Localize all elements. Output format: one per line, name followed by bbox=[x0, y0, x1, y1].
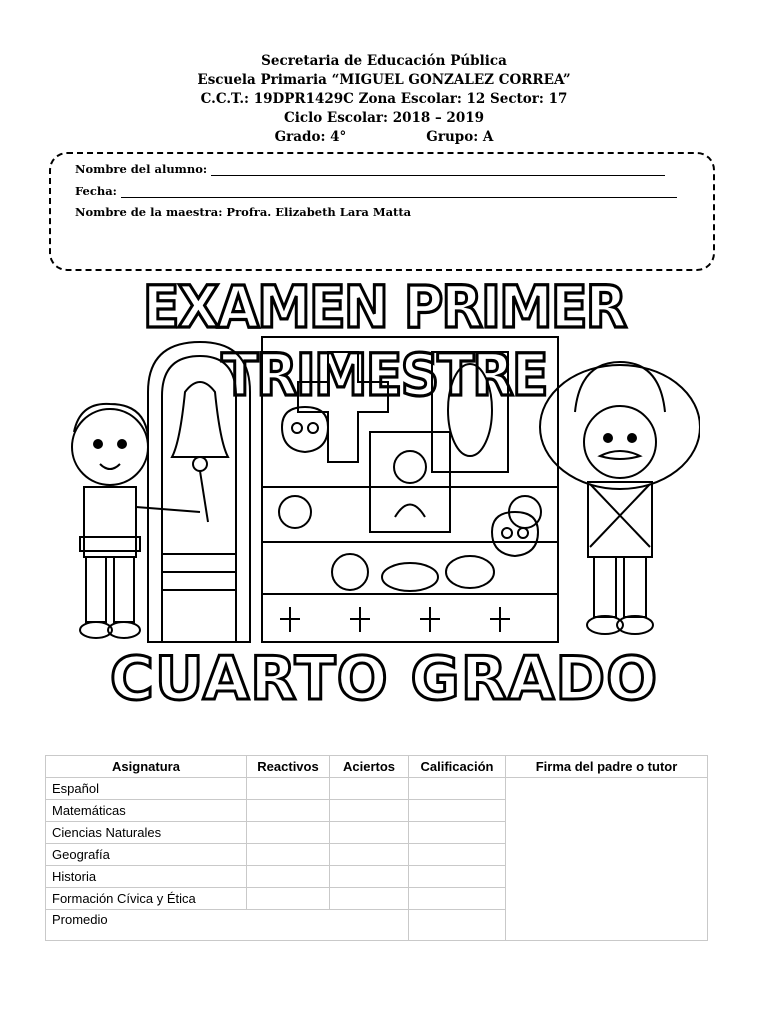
subject-matematicas: Matemáticas bbox=[46, 800, 247, 822]
aciertos-cell[interactable] bbox=[330, 866, 409, 888]
header-grade-group bbox=[0, 128, 768, 147]
teacher-name: Nombre de la maestra: Profra. Elizabeth Lara Matta bbox=[75, 205, 412, 219]
altar-graphic bbox=[262, 337, 558, 642]
calificacion-cell[interactable] bbox=[409, 822, 506, 844]
reactivos-cell[interactable] bbox=[247, 888, 330, 910]
header-aciertos: Aciertos bbox=[330, 756, 409, 778]
child-right-graphic bbox=[540, 362, 700, 634]
reactivos-cell[interactable] bbox=[247, 822, 330, 844]
calificacion-cell[interactable] bbox=[409, 844, 506, 866]
header-calificacion: Calificación bbox=[409, 756, 506, 778]
firma-cell[interactable] bbox=[506, 778, 708, 941]
date-row bbox=[75, 184, 677, 198]
subject-historia: Historia bbox=[46, 866, 247, 888]
teacher-row bbox=[75, 205, 411, 219]
reactivos-cell[interactable] bbox=[247, 844, 330, 866]
aciertos-cell[interactable] bbox=[330, 800, 409, 822]
subject-ciencias: Ciencias Naturales bbox=[46, 822, 247, 844]
table-row bbox=[46, 778, 708, 800]
day-of-dead-illustration bbox=[60, 332, 700, 644]
reactivos-cell[interactable] bbox=[247, 800, 330, 822]
student-name-line[interactable] bbox=[211, 163, 665, 176]
aciertos-cell[interactable] bbox=[330, 888, 409, 910]
table-header-row bbox=[46, 756, 708, 778]
header-group: Grupo: A bbox=[426, 129, 494, 145]
reactivos-cell[interactable] bbox=[247, 866, 330, 888]
reactivos-cell[interactable] bbox=[247, 778, 330, 800]
header-school-name: Escuela Primaria “MIGUEL GONZALEZ CORREA” bbox=[197, 72, 571, 88]
bell-arch-graphic bbox=[148, 342, 250, 642]
student-info-box bbox=[49, 152, 715, 271]
student-name-label: Nombre del alumno: bbox=[75, 162, 208, 176]
header-secretaria: Secretaria de Educación Pública bbox=[261, 53, 507, 69]
date-label: Fecha: bbox=[75, 184, 117, 198]
header-firma: Firma del padre o tutor bbox=[506, 756, 708, 778]
subject-civica: Formación Cívica y Ética bbox=[46, 888, 247, 910]
calificacion-cell[interactable] bbox=[409, 888, 506, 910]
promedio-cell[interactable] bbox=[409, 910, 506, 941]
calificacion-cell[interactable] bbox=[409, 800, 506, 822]
subject-geografia: Geografía bbox=[46, 844, 247, 866]
grade-title: CUARTO GRADO bbox=[109, 644, 659, 714]
exam-title: EXAMEN PRIMER TRIMESTRE bbox=[142, 272, 626, 410]
grades-table bbox=[45, 755, 708, 941]
date-line[interactable] bbox=[121, 185, 677, 198]
aciertos-cell[interactable] bbox=[330, 778, 409, 800]
header-cct: C.C.T.: 19DPR1429C Zona Escolar: 12 Sector: 17 bbox=[200, 91, 568, 107]
header-grade: Grado: 4° bbox=[274, 129, 347, 145]
child-left-graphic bbox=[72, 404, 200, 638]
aciertos-cell[interactable] bbox=[330, 822, 409, 844]
calificacion-cell[interactable] bbox=[409, 866, 506, 888]
header-school-year: Ciclo Escolar: 2018 – 2019 bbox=[283, 110, 484, 126]
subject-espanol: Español bbox=[46, 778, 247, 800]
aciertos-cell[interactable] bbox=[330, 844, 409, 866]
calificacion-cell[interactable] bbox=[409, 778, 506, 800]
header-reactivos: Reactivos bbox=[247, 756, 330, 778]
header-subject: Asignatura bbox=[46, 756, 247, 778]
student-name-row bbox=[75, 162, 665, 176]
promedio-label: Promedio bbox=[46, 910, 409, 941]
school-header bbox=[0, 52, 768, 147]
